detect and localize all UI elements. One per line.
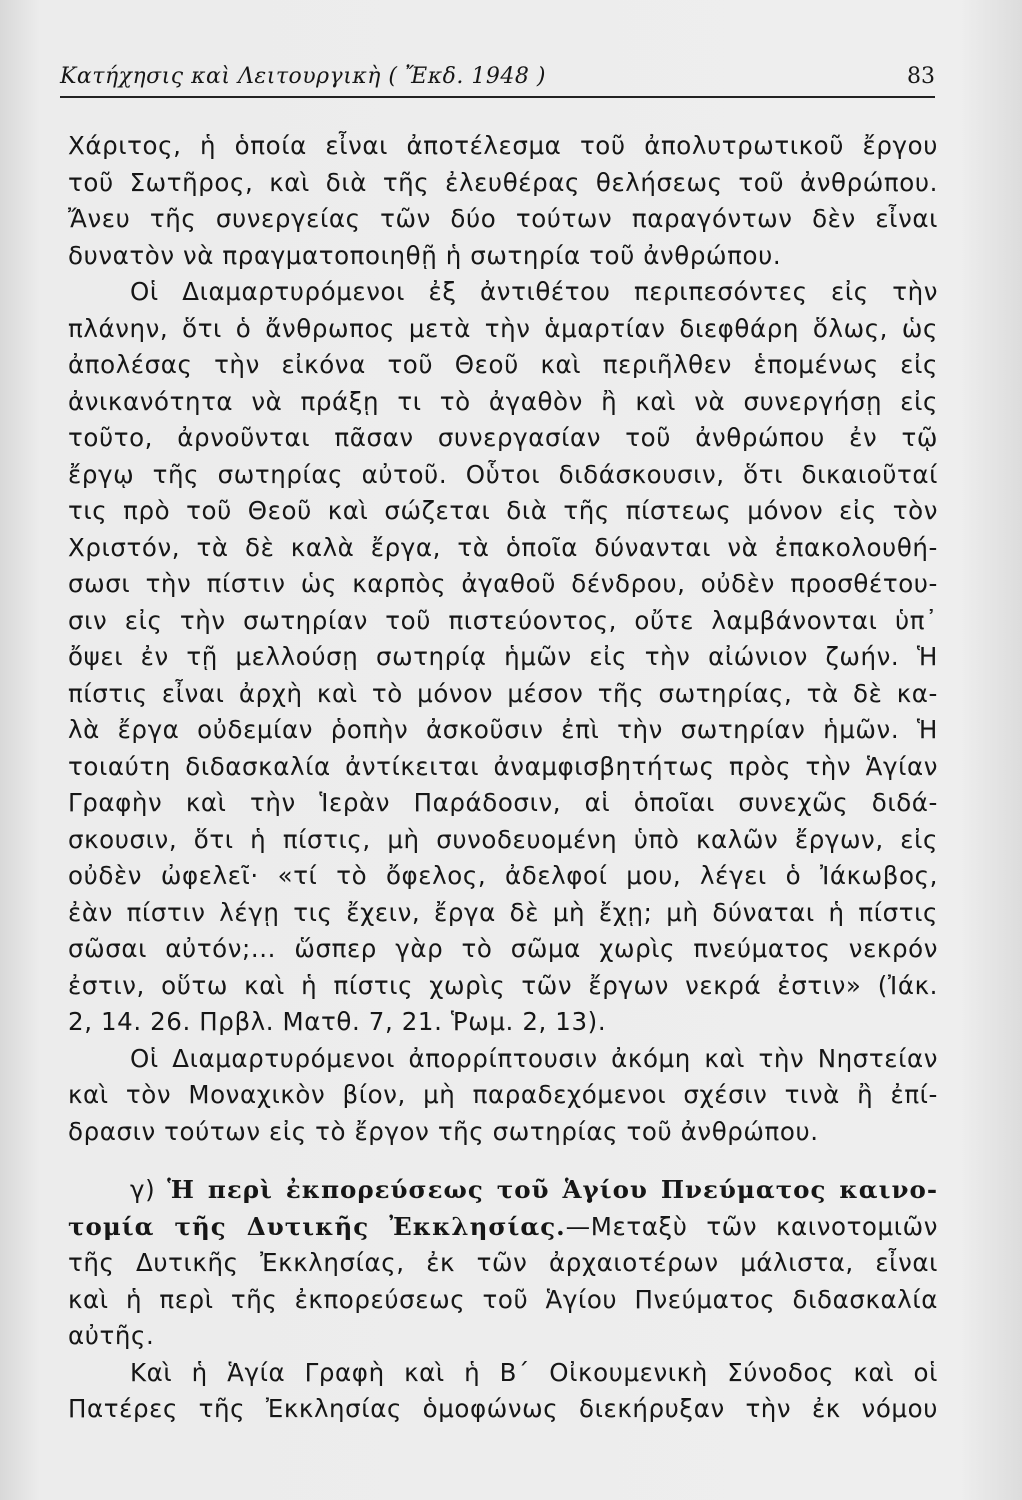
text-line: οὐδὲν ὠφελεῖ· «τί τὸ ὄφελος, ἀδελφοί μου, λέγει ὁ Ἰάκωβος,: [68, 861, 938, 890]
text-line: σκουσιν, ὅτι ἡ πίστις, μὴ συνοδευομένη ὑπὸ καλῶν ἔργων, εἰς: [68, 824, 938, 854]
text-line: ἔργῳ τῆς σωτηρίας αὐτοῦ. Οὗτοι διδάσκουσιν, ὅτι δικαιοῦταί: [68, 459, 938, 489]
text-line: Χριστόν, τὰ δὲ καλὰ ἔργα, τὰ ὁποῖα δύνανται νὰ ἐπακολουθή-: [68, 532, 938, 562]
text-line: Πατέρες τῆς Ἐκκλησίας ὁμοφώνως διεκήρυξαν τὴν ἐκ νόμου: [68, 1394, 938, 1423]
section-heading-line: [68, 1172, 938, 1209]
text-line: ἀνικανότητα νὰ πράξῃ τι τὸ ἀγαθὸν ἢ καὶ νὰ συνεργήσῃ εἰς: [68, 386, 938, 416]
text-line: λὰ ἔργα οὐδεμίαν ῥοπὴν ἀσκοῦσιν ἐπὶ τὴν σωτηρίαν ἡμῶν. Ἡ: [68, 715, 938, 744]
paragraph-4: [68, 1355, 938, 1428]
section-gamma: [68, 1172, 938, 1355]
text-line: ὄψει ἐν τῇ μελλούσῃ σωτηρίᾳ ἡμῶν εἰς τὴν αἰώνιον ζωήν. Ἡ: [68, 642, 938, 671]
text-line: σιν εἰς τὴν σωτηρίαν τοῦ πιστεύοντος, οὔτε λαμβάνονται ὑπ᾽: [68, 605, 938, 635]
text-line: ἐστιν, οὕτω καὶ ἡ πίστις χωρὶς τῶν ἔργων νεκρά ἐστιν» (Ἰάκ.: [68, 970, 938, 1000]
text-line: σωσι τὴν πίστιν ὡς καρπὸς ἀγαθοῦ δένδρου, οὐδὲν προσθέτου-: [68, 569, 938, 598]
section-letter: γ): [130, 1175, 156, 1204]
text-line: τοῦτο, ἀρνοῦνται πᾶσαν συνεργασίαν τοῦ ἀνθρώπου ἐν τῷ: [68, 423, 938, 452]
page-header: [60, 60, 935, 98]
text-line: Οἱ Διαμαρτυρόμενοι ἐξ ἀντιθέτου περιπεσόντες εἰς τὴν: [130, 277, 938, 306]
text-line: καὶ τὸν Μοναχικὸν βίον, μὴ παραδεχόμενοι σχέσιν τινὰ ἢ ἐπί-: [68, 1080, 938, 1109]
text-line: ἐὰν πίστιν λέγῃ τις ἔχειν, ἔργα δὲ μὴ ἔχῃ; μὴ δύναται ἡ πίστις: [68, 897, 938, 927]
running-title: Κατήχησις καὶ Λειτουργικὴ ( Ἔκδ. 1948 ): [60, 64, 546, 89]
page-number: 83: [907, 64, 935, 89]
text-line: Καὶ ἡ Ἁγία Γραφὴ καὶ ἡ Β΄ Οἰκουμενικὴ Σύνοδος καὶ οἱ: [130, 1357, 938, 1387]
text-line: τῆς Δυτικῆς Ἐκκλησίας, ἐκ τῶν ἀρχαιοτέρων μάλιστα, εἶναι: [68, 1248, 938, 1277]
text-line: Γραφὴν καὶ τὴν Ἱερὰν Παράδοσιν, αἱ ὁποῖαι συνεχῶς διδά-: [68, 788, 938, 817]
paragraph-2: [68, 274, 938, 1041]
text-line: 2, 14. 26. Πρβλ. Ματθ. 7, 21. Ῥωμ. 2, 13).: [68, 1007, 607, 1036]
text-line: πίστις εἶναι ἀρχὴ καὶ τὸ μόνον μέσον τῆς σωτηρίας, τὰ δὲ κα-: [68, 678, 938, 708]
text-line: καὶ ἡ περὶ τῆς ἐκπορεύσεως τοῦ Ἁγίου Πνεύματος διδασκαλία: [68, 1284, 938, 1314]
text-line: Χάριτος, ἡ ὁποία εἶναι ἀποτέλεσμα τοῦ ἀπολυτρωτικοῦ ἔργου: [68, 131, 938, 160]
text-line: δρασιν τούτων εἰς τὸ ἔργον τῆς σωτηρίας τοῦ ἀνθρώπου.: [68, 1116, 819, 1146]
paragraph-1: [68, 128, 938, 274]
text-line: αὐτῆς.: [68, 1321, 155, 1350]
paragraph-3: [68, 1041, 938, 1151]
body-text: [68, 128, 938, 1428]
text-line: Ἄνευ τῆς συνεργείας τῶν δύο τούτων παραγόντων δὲν εἶναι: [68, 204, 938, 233]
text-line: τοιαύτη διδασκαλία ἀντίκειται ἀναμφισβητήτως πρὸς τὴν Ἁγίαν: [68, 751, 938, 781]
section-heading-part1: Ἡ περὶ ἐκπορεύσεως τοῦ Ἁγίου Πνεύματος καινο-: [167, 1175, 938, 1204]
section-heading-part2: τομία τῆς Δυτικῆς Ἐκκλησίας.: [68, 1211, 566, 1241]
text-line: τοῦ Σωτῆρος, καὶ διὰ τῆς ἐλευθέρας θελήσεως τοῦ ἀνθρώπου.: [68, 167, 938, 197]
section-heading-line-2: [68, 1209, 938, 1246]
text-line: Οἱ Διαμαρτυρόμενοι ἀπορρίπτουσιν ἀκόμη καὶ τὴν Νηστείαν: [130, 1043, 938, 1073]
text-line: σῶσαι αὐτόν;... ὥσπερ γὰρ τὸ σῶμα χωρὶς πνεύματος νεκρόν: [68, 934, 938, 963]
text-line: πλάνην, ὅτι ὁ ἄνθρωπος μετὰ τὴν ἁμαρτίαν διεφθάρη ὅλως, ὡς: [68, 313, 938, 343]
text-line: ἀπολέσας τὴν εἰκόνα τοῦ Θεοῦ καὶ περιῆλθεν ἑπομένως εἰς: [68, 350, 938, 379]
section-text-start: —Μεταξὺ τῶν καινοτομιῶν: [565, 1211, 938, 1241]
text-line: δυνατὸν νὰ πραγματοποιηθῇ ἡ σωτηρία τοῦ ἀνθρώπου.: [68, 240, 782, 270]
text-line: τις πρὸ τοῦ Θεοῦ καὶ σώζεται διὰ τῆς πίστεως μόνον εἰς τὸν: [68, 496, 938, 525]
